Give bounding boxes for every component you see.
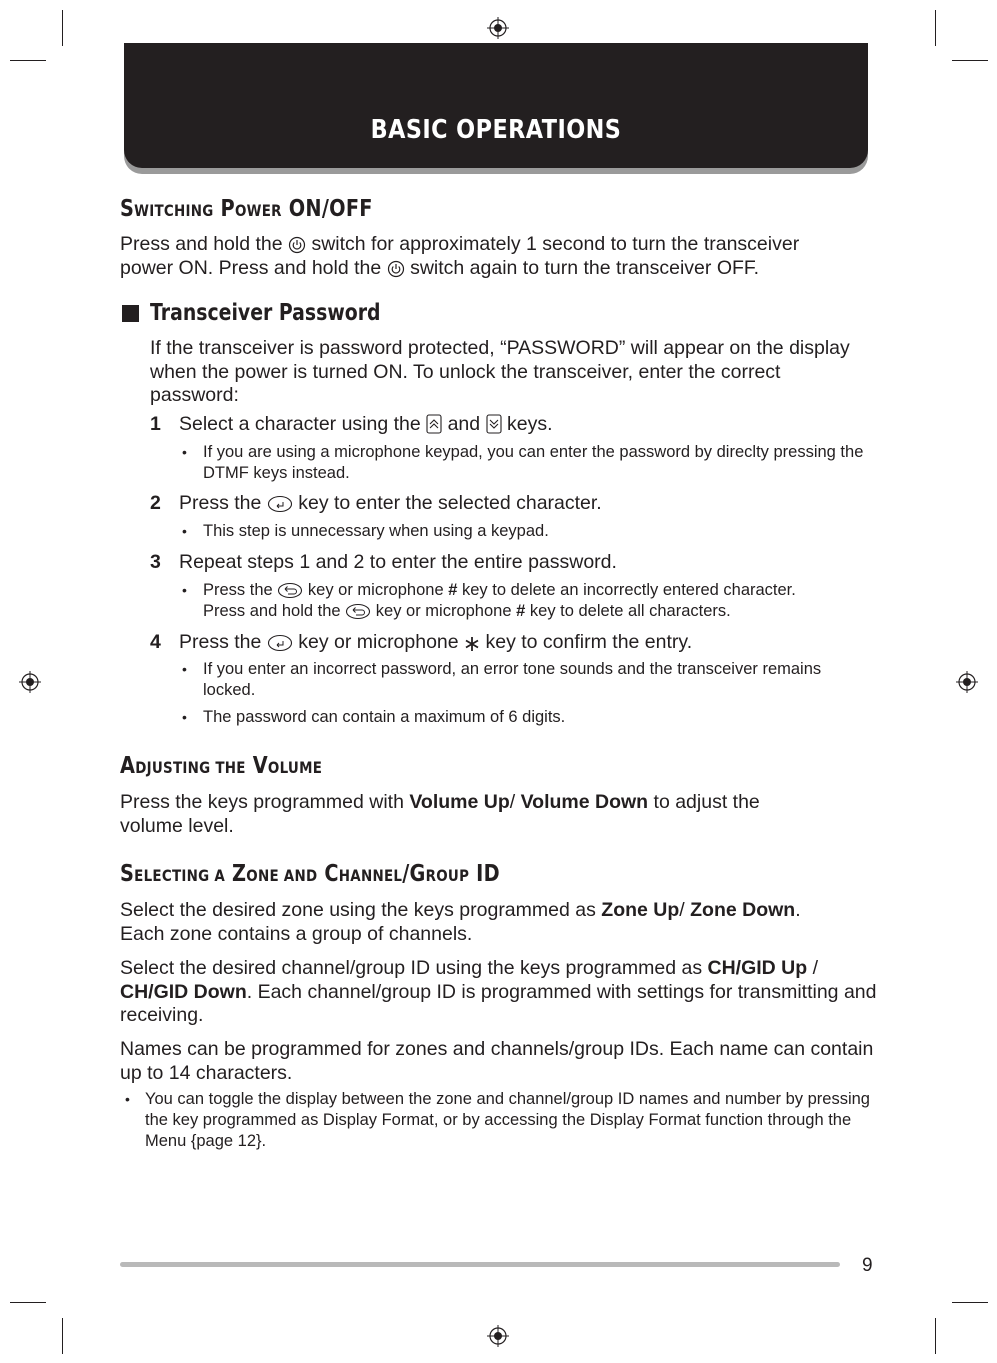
bullet-text: This step is unnecessary when using a keypad.: [203, 522, 549, 540]
chapter-title: BASIC OPERATIONS: [370, 115, 622, 145]
step-text: Repeat steps 1 and 2 to enter the entire password.: [179, 551, 617, 573]
step-number: 2: [150, 492, 161, 514]
power-paragraph: Press and hold the switch for approximately 1 second to turn the transceiver power ON. Press and hold the switch again to turn the transceiver OFF.: [120, 233, 800, 279]
step-number: 1: [150, 413, 161, 435]
registration-mark-icon: [956, 671, 978, 693]
page-number: 9: [862, 1255, 873, 1276]
star-key-icon: [464, 636, 480, 652]
password-intro: If the transceiver is password protected, “PASSWORD” will appear on the display when the power is turned ON. To unlock the transceiver, enter the correct password:: [150, 337, 850, 406]
power-icon: [288, 236, 306, 254]
step-number: 3: [150, 551, 161, 573]
enter-key-icon: [267, 495, 293, 513]
enter-key-icon: [267, 634, 293, 652]
back-key-icon: [345, 603, 371, 620]
subsection-square-icon: [122, 305, 139, 322]
bullet-mark: •: [182, 661, 187, 677]
step-number: 4: [150, 631, 161, 653]
section-heading-power: SWITCHING POWER ON/OFF: [120, 196, 373, 222]
bullet-text: You can toggle the display between the zone and channel/group ID names and number by pressing the key programmed as Display Format, or by accessing the Display Format function through the Menu {page 12}.: [145, 1090, 870, 1150]
registration-mark-icon: [487, 17, 509, 39]
footer-rule: [120, 1262, 840, 1267]
step-text: Select a character using the and keys.: [179, 413, 553, 435]
section-heading-volume: ADJUSTING THE VOLUME: [120, 753, 323, 779]
power-icon: [387, 260, 405, 278]
channel-paragraph: Select the desired channel/group ID using the keys programmed as CH/GID Up / CH/GID Down. Each channel/group ID is programmed with settings for transmitting and receiving.: [120, 957, 877, 1026]
bullet-mark: •: [182, 582, 187, 598]
bullet-text: Press the key or microphone # key to delete an incorrectly entered character. Press and hold the key or microphone # key to delete all characters.: [203, 581, 796, 620]
names-paragraph: Names can be programmed for zones and channels/group IDs. Each name can contain up to 14 characters.: [120, 1038, 874, 1084]
step-text: Press the key or microphone key to confirm the entry.: [179, 631, 693, 653]
zone-paragraph: Select the desired zone using the keys programmed as Zone Up/ Zone Down. Each zone contains a group of channels.: [120, 899, 801, 945]
bullet-mark: •: [182, 523, 187, 539]
up-key-icon: [426, 414, 442, 434]
bullet-mark: •: [182, 709, 187, 725]
bullet-text: The password can contain a maximum of 6 digits.: [203, 708, 566, 726]
bullet-mark: •: [125, 1091, 130, 1107]
chapter-banner: [124, 43, 868, 168]
bullet-text: If you are using a microphone keypad, you can enter the password by direclty pressing the DTMF keys instead.: [203, 443, 864, 482]
registration-mark-icon: [487, 1325, 509, 1347]
bullet-text: If you enter an incorrect password, an error tone sounds and the transceiver remains locked.: [203, 660, 822, 699]
registration-mark-icon: [19, 671, 41, 693]
back-key-icon: [277, 582, 303, 599]
down-key-icon: [486, 414, 502, 434]
section-heading-zone: SELECTING A ZONE AND CHANNEL/GROUP ID: [120, 861, 500, 887]
step-text: Press the key to enter the selected character.: [179, 492, 602, 514]
volume-paragraph: Press the keys programmed with Volume Up/ Volume Down to adjust the volume level.: [120, 791, 760, 837]
bullet-mark: •: [182, 444, 187, 460]
subsection-heading-password: Transceiver Password: [150, 300, 381, 326]
